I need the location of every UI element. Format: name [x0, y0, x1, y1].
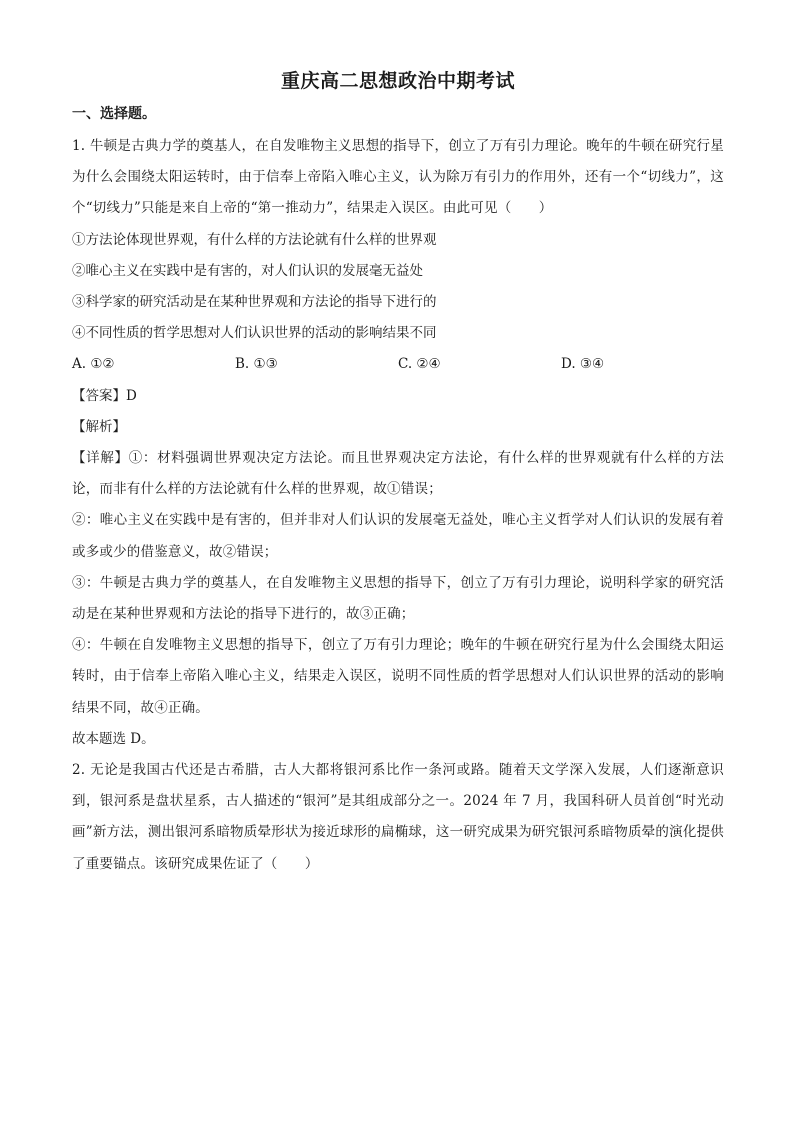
option-c: C. ②④ — [398, 356, 441, 373]
statement-3: ③科学家的研究活动是在某种世界观和方法论的指导下进行的 — [72, 294, 437, 311]
analysis-label: 【解析】 — [72, 418, 126, 435]
answer-line — [72, 381, 724, 412]
detail-label: 【详解】 — [72, 450, 129, 467]
answer-label: 【答案】 — [72, 387, 126, 404]
question-2-stem: 2. 无论是我国古代还是古希腊，古人大都将银河系比作一条河或路。随着天文学深入发展，人们逐渐意识到，银河系是盘状星系，古人描述的“银河”是其组成部分之一。2024 年 7 月，我国科研人员首创“时光动画”新方法，测出银河系暗物质晕形状为接近球形的扁椭球，这一研究成果为研究银河系暗物质晕的演化提供了重要锚点。该研究成果佐证了（ ） — [72, 762, 724, 872]
answer-value: D — [126, 387, 137, 404]
question-1-stem: 1. 牛顿是古典力学的奠基人，在自发唯物主义思想的指导下，创立了万有引力理论。晚年的牛顿在研究行星为什么会围绕太阳运转时，由于信奉上帝陷入唯心主义，认为除万有引力的作用外，还有一个“切线力”，这个“切线力”只能是来自上帝的“第一推动力”，结果走入误区。由此可见（ ） — [72, 138, 724, 217]
conclusion: 故本题选 D。 — [72, 730, 155, 747]
question-1 — [72, 131, 724, 755]
statement-1: ①方法论体现世界观，有什么样的方法论就有什么样的世界观 — [72, 231, 437, 248]
statement-4: ④不同性质的哲学思想对人们认识世界的活动的影响结果不同 — [72, 325, 437, 342]
question-2 — [72, 755, 724, 880]
page-title: 重庆高二思想政治中期考试 — [280, 70, 515, 92]
statement-2: ②唯心主义在实践中是有害的，对人们认识的发展毫无益处 — [72, 262, 423, 279]
section-heading: 一、选择题。 — [72, 106, 156, 122]
answer-options — [72, 349, 724, 380]
detail-1 — [72, 443, 724, 505]
option-a: A. ①② — [72, 356, 115, 373]
detail-3: ③：牛顿是古典力学的奠基人，在自发唯物主义思想的指导下，创立了万有引力理论，说明科学家的研究活动是在某种世界观和方法论的指导下进行的，故③正确； — [72, 574, 724, 623]
detail-4: ④：牛顿在自发唯物主义思想的指导下，创立了万有引力理论；晚年的牛顿在研究行星为什么会围绕太阳运转时，由于信奉上帝陷入唯心主义，结果走入误区，说明不同性质的哲学思想对人们认识世界的活动的影响结果不同，故④正确。 — [72, 637, 724, 716]
document-page — [72, 66, 724, 880]
option-d: D. ③④ — [561, 356, 605, 373]
detail-1-text: ①：材料强调世界观决定方法论。而且世界观决定方法论，有什么样的世界观就有什么样的方法论，而非有什么样的方法论就有什么样的世界观，故①错误； — [72, 450, 724, 498]
option-b: B. ①③ — [235, 356, 278, 373]
detail-2: ②：唯心主义在实践中是有害的，但并非对人们认识的发展毫无益处，唯心主义哲学对人们认识的发展有着或多或少的借鉴意义，故②错误； — [72, 512, 724, 560]
